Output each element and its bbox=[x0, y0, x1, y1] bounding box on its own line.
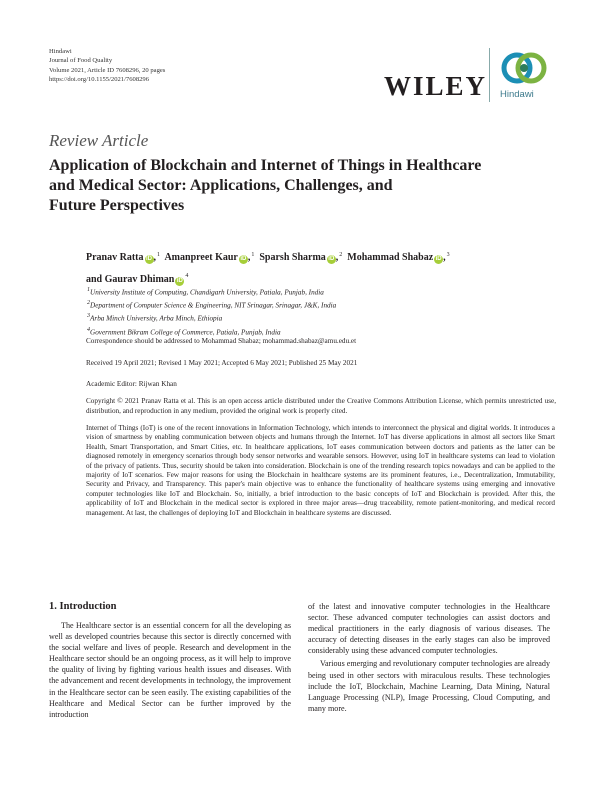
author[interactable]: Pranav Ratta iD ,$^1$ bbox=[86, 252, 160, 264]
volume-info: Volume 2021, Article ID 7608296, 20 pages bbox=[49, 66, 166, 74]
correspondence: Correspondence should be addressed to Mohammad Shabaz; mohammad.shabaz@amu.edu.et bbox=[86, 337, 357, 345]
orcid-icon[interactable]: iD bbox=[240, 256, 247, 263]
wiley-logo: WILEY bbox=[384, 71, 488, 101]
affiliation: $^2$Department of Computer Science & Engineering, NIT Srinagar, Srinagar, J&K, India bbox=[87, 300, 337, 310]
doi-link[interactable]: https://doi.org/10.1155/2021/7608296 bbox=[49, 76, 150, 84]
author-list bbox=[86, 246, 566, 289]
article-dates: Received 19 April 2021; Revised 1 May 2021; Accepted 6 May 2021; Published 25 May 2021 bbox=[86, 359, 358, 367]
title-line: Future Perspectives bbox=[49, 197, 185, 214]
body-column-left bbox=[49, 620, 291, 720]
title-line: and Medical Sector: Applications, Challenges, and bbox=[49, 177, 393, 194]
affiliation: $^3$Arba Minch University, Arba Minch, Ethiopia bbox=[87, 313, 223, 323]
paragraph: of the latest and innovative computer technologies in the Healthcare sector. These advanced computer technologies can assist doctors and medical practitioners in the early diagnosis of various diseases. The accuracy of detecting diseases in the early stages can also be improved considerably using these advanced computer technologies. bbox=[308, 602, 550, 656]
journal-header bbox=[49, 47, 165, 85]
paragraph: The Healthcare sector is an essential concern for all the developing as well as developed countries because this sector is directly concerned with the social welfare and lives of people. Research and development in the Healthcare sector should be an ongoing process, as it will help to improve the quality of living by fighting various health issues and diseases. With the advancement and recent developments in technology, the improvement in the Healthcare sector can be seen easily. The existing capabilities of the Healthcare and Medical Sector can be further improved by the introduction bbox=[49, 621, 291, 719]
orcid-icon[interactable]: iD bbox=[328, 256, 335, 263]
article-title bbox=[49, 156, 519, 216]
article-type: Review Article bbox=[49, 131, 149, 150]
logo-divider bbox=[489, 48, 490, 102]
hindawi-logo-icon bbox=[497, 48, 553, 90]
author[interactable]: Mohammad Shabaz iD ,$^3$ bbox=[347, 252, 450, 264]
orcid-icon[interactable]: iD bbox=[435, 256, 442, 263]
author[interactable]: Amanpreet Kaur iD ,$^1$ bbox=[164, 252, 255, 264]
section-heading: 1. Introduction bbox=[49, 601, 117, 612]
affiliation: $^4$Government Bikram College of Commerce, Patiala, Punjab, India bbox=[87, 326, 281, 336]
affiliations bbox=[86, 285, 336, 338]
orcid-icon[interactable]: iD bbox=[146, 256, 152, 263]
author[interactable]: and Gaurav Dhiman $iD^4$ bbox=[86, 273, 189, 285]
body-column-right bbox=[308, 601, 550, 714]
orcid-icon[interactable]: iD bbox=[176, 277, 183, 284]
paragraph: Various emerging and revolutionary computer technologies are already being used in other sectors with miraculous results. These technologies include the IoT, Blockchain, Machine Learning, Data Mining, Natural Language Processing (NLP), Image Processing, Cloud Computing, and many more. bbox=[308, 659, 550, 713]
title-line: Application of Blockchain and Internet of Things in Healthcare bbox=[49, 157, 482, 174]
hindawi-logo-text: Hindawi bbox=[500, 89, 534, 100]
abstract: Internet of Things (IoT) is one of the recent innovations in Information Technology, which intends to interconnect the physical and digital worlds. It introduces a vision of smartness by enabling communication between objects and humans through the Internet. IoT has diverse applications in almost all sectors like Smart Health, Smart Transportation, and Smart Cities, etc. In healthcare applications, IoT eases communication between doctors and patients as the latter can be diagnosed remotely in emergency scenarios through body sensor networks and wearable sensors. However, using IoT in healthcare systems can lead to violation of the privacy of patients. Thus, security should be taken into consideration. Blockchain is one of the trending research topics nowadays and can be applied to the majority of IoT scenarios. Few major reasons for using the Blockchain in healthcare systems are its prominent features, i.e., Decentralization, Immutability, Security and Privacy, and Transparency. This paper's main objective was to enhance the functionality of healthcare systems using emerging and innovative computer technologies like IoT and Blockchain. So, initially, a brief introduction to the basic concepts of IoT and Blockchain is provided. After this, the applicability of IoT and Blockchain in the medical sector is explored in three major areas—drug traceability, remote patient-monitoring, and medical record management. At last, the challenges of deploying IoT and Blockchain in healthcare systems are discussed. bbox=[86, 424, 555, 517]
affiliation: $^1$University Institute of Computing, Chandigarh University, Patiala, Punjab, India bbox=[87, 287, 324, 297]
journal-name: Journal of Food Quality bbox=[49, 57, 113, 65]
author[interactable]: Sparsh Sharma iD ,$^2$ bbox=[259, 252, 343, 264]
academic-editor: Academic Editor: Rijwan Khan bbox=[86, 380, 177, 388]
publisher-name: Hindawi bbox=[49, 48, 72, 55]
copyright-notice: Copyright © 2021 Pranav Ratta et al. This is an open access article distributed under the Creative Commons Attribution License, which permits unrestricted use, distribution, and reproduction in any medium, provided the original work is properly cited. bbox=[86, 397, 556, 415]
